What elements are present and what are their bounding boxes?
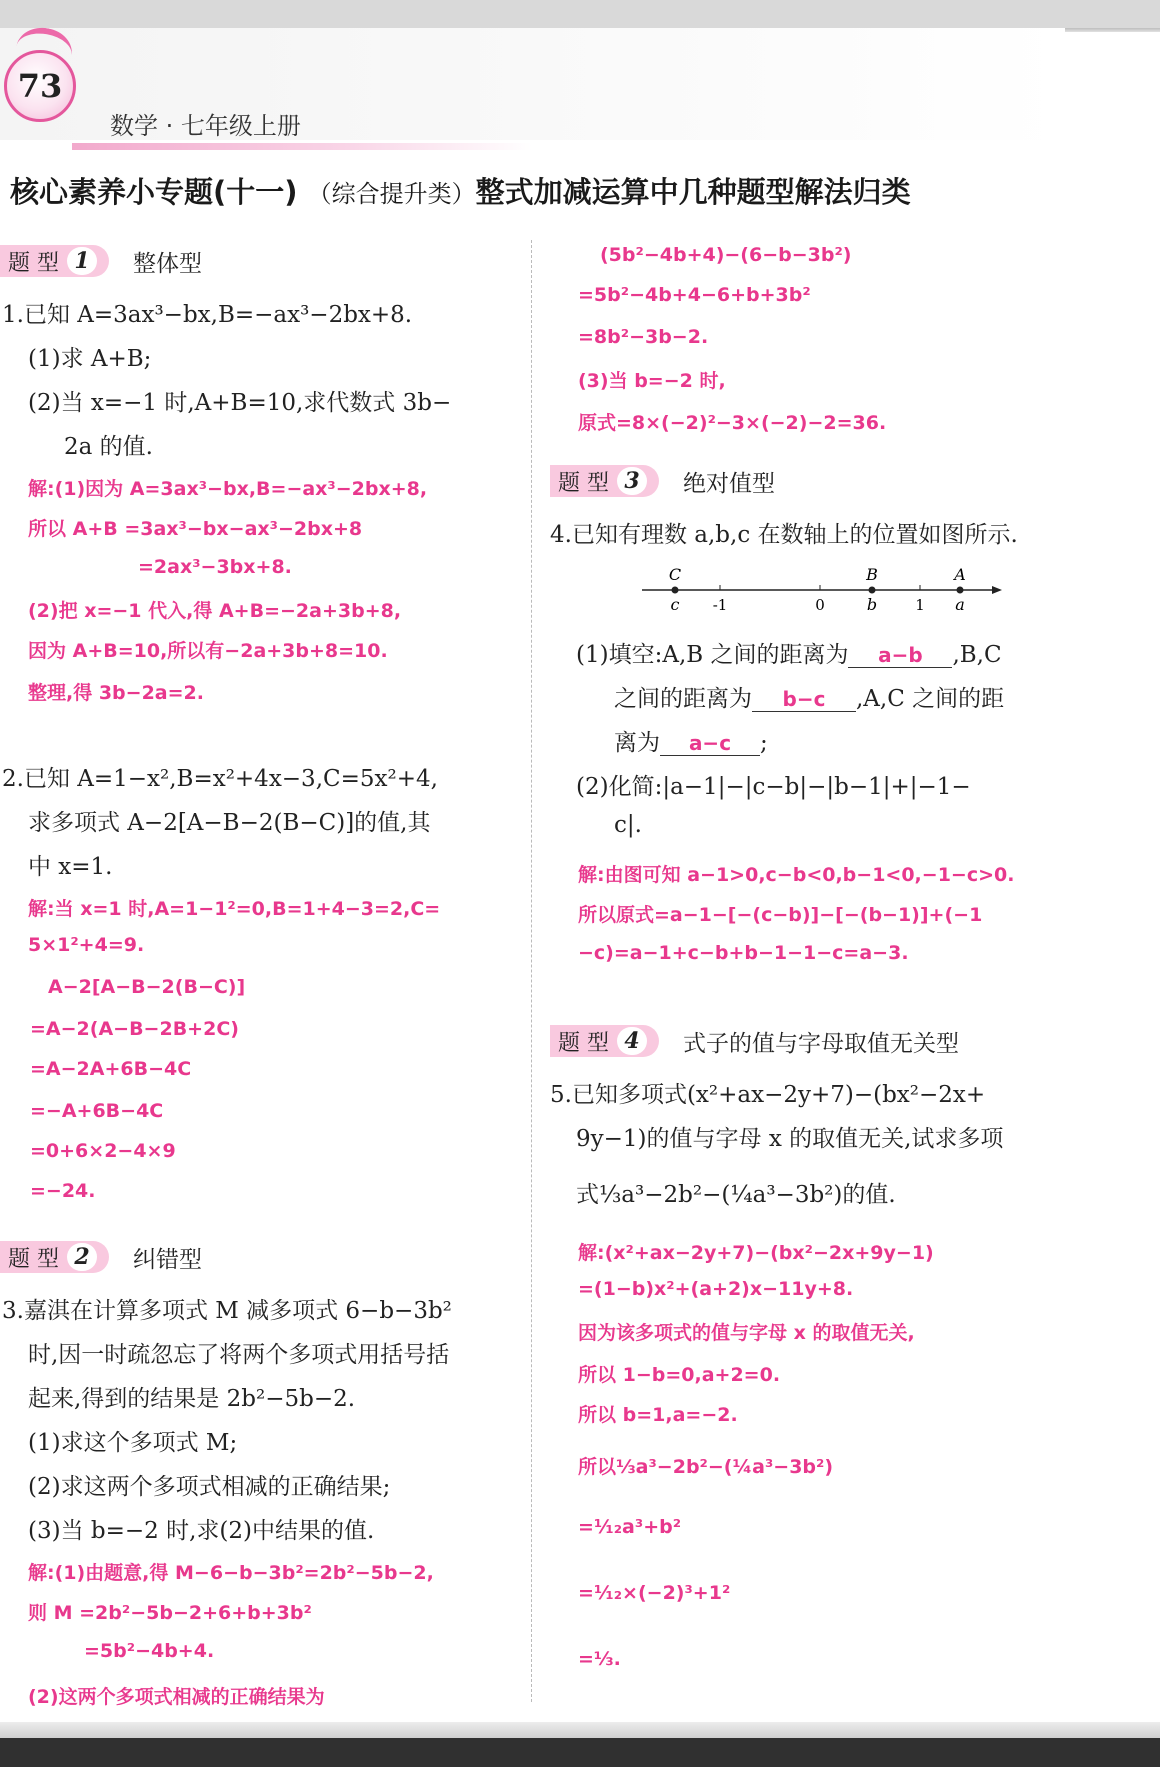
type-tag-4 <box>550 1024 959 1058</box>
q4-answer-line: 解:由图可知 a−1>0,c−b<0,b−1<0,−1−c>0. <box>578 864 1015 886</box>
q3-line: (3)当 b=−2 时,求(2)中结果的值. <box>28 1518 375 1544</box>
q3-answer-line: =5b²−4b+4−6+b+3b² <box>578 284 811 306</box>
blank-bc: b−c <box>752 687 856 712</box>
q3-answer-line: 解:(1)由题意,得 M−6−b−3b²=2b²−5b−2, <box>28 1562 434 1584</box>
label-zero: 0 <box>815 596 825 614</box>
type-label: 题 型 <box>8 1246 59 1272</box>
fill-text: (1)填空:A,B 之间的距离为 <box>576 642 849 668</box>
type-tag-3 <box>550 464 775 498</box>
q1-answer-line: =2ax³−3bx+8. <box>138 556 292 578</box>
q2-answer-line: =A−2(A−B−2B+2C) <box>30 1018 239 1040</box>
q4-fill-line-3 <box>614 724 768 757</box>
q5-line: 式⅓a³−2b²−(¼a³−3b²)的值. <box>576 1182 896 1208</box>
number-line-figure <box>640 564 1010 616</box>
q1-answer-line: 解:(1)因为 A=3ax³−bx,B=−ax³−2bx+8, <box>28 478 428 500</box>
type-label: 题 型 <box>558 1030 609 1056</box>
label-a: a <box>955 595 965 614</box>
label-b: b <box>866 595 878 614</box>
title-topic: 整式加减运算中几种题型解法归类 <box>475 175 911 209</box>
q1-line: (1)求 A+B; <box>28 346 152 372</box>
q5-answer-line: =⅓. <box>578 1648 621 1670</box>
title-category: （综合提升类） <box>307 180 476 208</box>
q5-line: 9y−1)的值与字母 x 的取值无关,试求多项 <box>576 1126 1004 1152</box>
q4-line: (2)化简:|a−1|−|c−b|−|b−1|+|−1− <box>576 774 971 800</box>
header-underline <box>72 143 532 150</box>
type-label: 题 型 <box>558 470 609 496</box>
page-bottom-edge <box>0 1722 1160 1738</box>
q5-answer-line: 所以 b=1,a=−2. <box>578 1404 738 1426</box>
fill-text: ,A,C 之间的距 <box>856 686 1005 712</box>
q1-answer-line: (2)把 x=−1 代入,得 A+B=−2a+3b+8, <box>28 600 402 622</box>
q5-answer-line: 因为该多项式的值与字母 x 的取值无关, <box>578 1322 915 1344</box>
fill-text: 之间的距离为 <box>614 686 752 712</box>
q3-line: (1)求这个多项式 M; <box>28 1430 238 1456</box>
number-line-arrow <box>992 586 1002 594</box>
q5-answer-line: =¹⁄₁₂×(−2)³+1² <box>578 1582 731 1604</box>
q3-line: 3.嘉淇在计算多项式 M 减多项式 6−b−3b² <box>2 1298 452 1324</box>
page-number-badge: 73 <box>4 50 76 122</box>
q5-answer-line: 所以⅓a³−2b²−(¼a³−3b²) <box>578 1456 834 1478</box>
point-b <box>869 587 876 594</box>
q5-answer-line: =(1−b)x²+(a+2)x−11y+8. <box>578 1278 854 1300</box>
type-name: 整体型 <box>133 250 202 277</box>
q3-answer-line: (5b²−4b+4)−(6−b−3b²) <box>600 244 852 266</box>
q2-answer-line: =0+6×2−4×9 <box>30 1140 176 1162</box>
q3-answer-line: 则 M =2b²−5b−2+6+b+3b² <box>28 1602 312 1624</box>
type-number: 2 <box>67 1243 97 1271</box>
q4-fill-line-2 <box>614 680 1004 713</box>
type-tag-2 <box>0 1240 202 1274</box>
q3-answer-line: (2)这两个多项式相减的正确结果为 <box>28 1686 325 1708</box>
type-number: 1 <box>67 247 97 275</box>
blank-ab: a−b <box>848 643 952 668</box>
q3-answer-line: =5b²−4b+4. <box>84 1640 215 1662</box>
q3-line: 时,因一时疏忽忘了将两个多项式用括号括 <box>28 1342 450 1368</box>
q2-answer-line: A−2[A−B−2(B−C)] <box>48 976 246 998</box>
q3-answer-line: =8b²−3b−2. <box>578 326 709 348</box>
q1-line: (2)当 x=−1 时,A+B=10,求代数式 3b− <box>28 390 452 416</box>
q2-line: 2.已知 A=1−x²,B=x²+4x−3,C=5x²+4, <box>2 766 438 792</box>
q3-line: 起来,得到的结果是 2b²−5b−2. <box>28 1386 356 1412</box>
label-minus-one: -1 <box>712 596 728 614</box>
type-tag-1 <box>0 244 202 278</box>
fill-text: ; <box>760 730 768 756</box>
title-main: 核心素养小专题(十一) <box>10 175 298 209</box>
q3-answer-line: (3)当 b=−2 时, <box>578 370 726 392</box>
q2-answer-line: =A−2A+6B−4C <box>30 1058 192 1080</box>
book-title: 数学 · 七年级上册 <box>110 112 301 140</box>
label-A: A <box>954 565 966 584</box>
q1-line: 2a 的值. <box>64 434 153 460</box>
q2-answer-line: 解:当 x=1 时,A=1−1²=0,B=1+4−3=2,C= <box>28 898 441 920</box>
blank-ac: a−c <box>660 731 760 756</box>
q5-answer-line: 解:(x²+ax−2y+7)−(bx²−2x+9y−1) <box>578 1242 934 1264</box>
type-name: 式子的值与字母取值无关型 <box>683 1030 959 1057</box>
q1-line: 1.已知 A=3ax³−bx,B=−ax³−2bx+8. <box>2 302 413 328</box>
q4-fill-line-1 <box>576 636 1002 669</box>
q2-answer-line: =−24. <box>30 1180 96 1202</box>
q5-answer-line: =¹⁄₁₂a³+b² <box>578 1516 682 1538</box>
label-one: 1 <box>915 596 925 614</box>
q1-answer-line: 整理,得 3b−2a=2. <box>28 682 204 704</box>
q1-answer-line: 因为 A+B=10,所以有−2a+3b+8=10. <box>28 640 388 662</box>
label-c: c <box>670 595 680 614</box>
page-title <box>10 170 911 211</box>
q2-line: 求多项式 A−2[A−B−2(B−C)]的值,其 <box>28 810 431 836</box>
fill-text: 离为 <box>614 730 660 756</box>
q2-line: 中 x=1. <box>28 854 113 880</box>
q4-line: c|. <box>614 812 642 838</box>
viewer-bottom-bar <box>0 1738 1160 1767</box>
q1-answer-line: 所以 A+B =3ax³−bx−ax³−2bx+8 <box>28 518 363 540</box>
type-number: 3 <box>617 467 647 495</box>
q4-answer-line: −c)=a−1+c−b+b−1−1−c=a−3. <box>578 942 909 964</box>
point-a <box>957 587 964 594</box>
q5-answer-line: 所以 1−b=0,a+2=0. <box>578 1364 781 1386</box>
type-name: 绝对值型 <box>683 470 775 497</box>
column-divider <box>531 240 532 1702</box>
q3-answer-line: 原式=8×(−2)²−3×(−2)−2=36. <box>578 412 887 434</box>
type-label: 题 型 <box>8 250 59 276</box>
type-name: 纠错型 <box>133 1246 202 1273</box>
q3-line: (2)求这两个多项式相减的正确结果; <box>28 1474 391 1500</box>
q4-line: 4.已知有理数 a,b,c 在数轴上的位置如图所示. <box>550 522 1018 548</box>
point-c <box>672 587 679 594</box>
q2-answer-line: =−A+6B−4C <box>30 1100 164 1122</box>
fill-text: ,B,C <box>952 642 1002 668</box>
label-B: B <box>866 565 878 584</box>
type-number: 4 <box>617 1027 647 1055</box>
q2-answer-line: 5×1²+4=9. <box>28 934 145 956</box>
q4-answer-line: 所以原式=a−1−[−(c−b)]−[−(b−1)]+(−1 <box>578 904 983 926</box>
label-C: C <box>668 565 682 584</box>
q5-line: 5.已知多项式(x²+ax−2y+7)−(bx²−2x+ <box>550 1082 986 1108</box>
